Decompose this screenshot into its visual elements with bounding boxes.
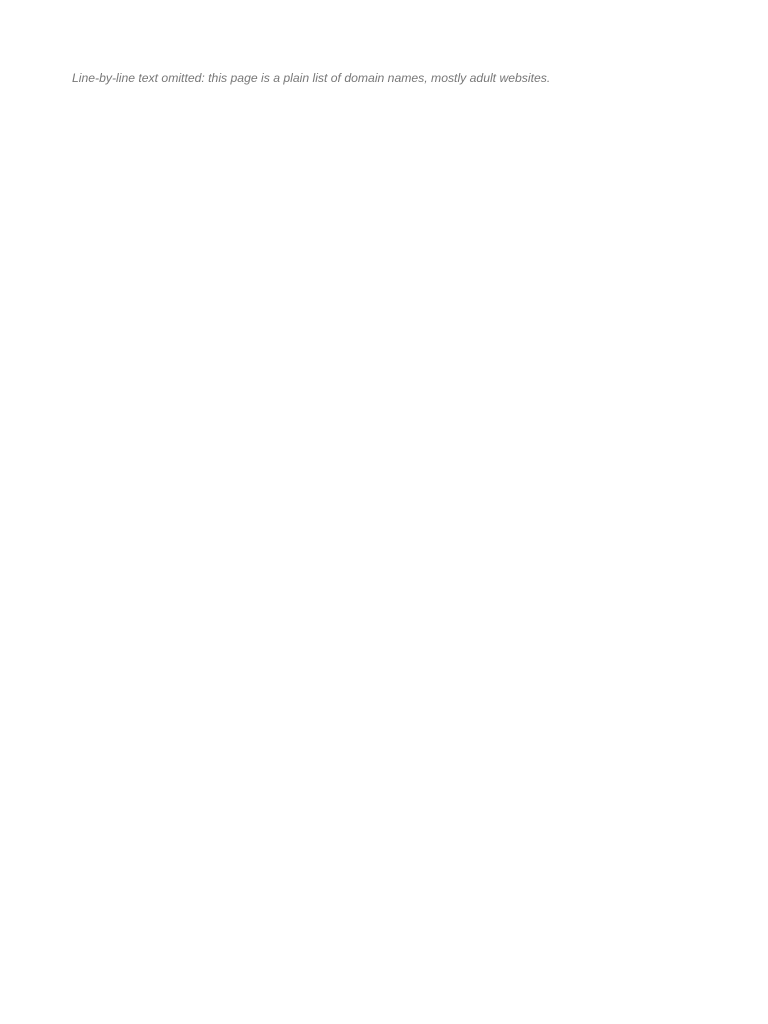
document-page — [72, 71, 728, 86]
omitted-content-notice: Line-by-line text omitted: this page is a plain list of domain names, mostly adult websites. — [72, 71, 551, 85]
